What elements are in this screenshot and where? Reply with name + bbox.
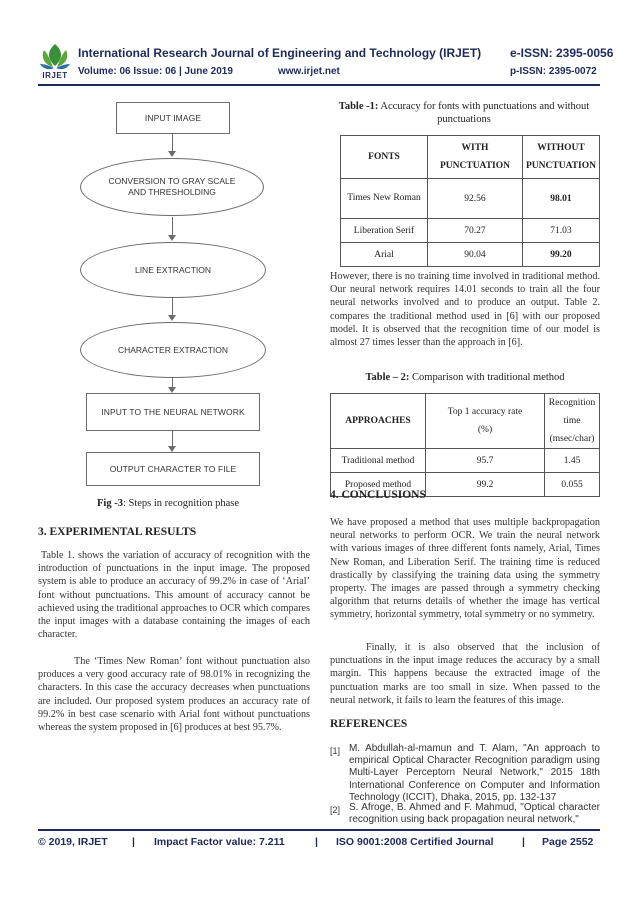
table-cell: 71.03: [522, 219, 599, 243]
table-cell: 1.45: [545, 449, 600, 473]
table-cell: Liberation Serif: [341, 219, 428, 243]
p-issn: p-ISSN: 2395-0072: [510, 66, 597, 77]
table-header-cell: WITH PUNCTUATION: [427, 136, 522, 179]
table-cell: 98.01: [522, 179, 599, 219]
section-4-para-1: We have proposed a method that uses multiple backpropagation neural networks to perform OCR. We train the neural network with various images of three different fonts namely, Arial, Times New Roman, and Liberation Serif. The training time is reduced drastically by classifying the training data using the symmetry property. The images are passed through a symmetry checking algorithm that returns details of whether the image has vertical symmetry, horizontal symmetry, total symmetry or no symmetry.: [330, 517, 600, 621]
e-issn: e-ISSN: 2395-0056: [510, 46, 614, 60]
flow-step-grayscale: CONVERSION TO GRAY SCALE AND THRESHOLDING: [80, 158, 264, 216]
flow-step-output: OUTPUT CHARACTER TO FILE: [86, 452, 260, 486]
footer-page-number: Page 2552: [542, 836, 594, 848]
footer-separator: |: [315, 836, 318, 848]
table-cell: 99.2: [426, 473, 545, 497]
flow-step-input-image: INPUT IMAGE: [116, 102, 230, 134]
flow-step-line-extraction: LINE EXTRACTION: [80, 242, 266, 298]
journal-logo: [38, 42, 72, 82]
flow-arrow-icon: [168, 235, 176, 241]
training-time-paragraph: However, there is no training time involved in traditional method. Our neural network requires 14.01 seconds to train all the four neural networks involved and to produce an output. Table 2. compares the traditional method used in [6] with our proposed model. It is observed that the recognition time of our model is almost 27 times lesser than the approach in [6].: [330, 271, 600, 349]
flow-step-character-extraction: CHARACTER EXTRACTION: [80, 322, 266, 378]
section-4-heading: 4. CONCLUSIONS: [330, 489, 426, 501]
reference-item: M. Abdullah-al-mamun and T. Alam, "An approach to empirical Optical Character Recognition paradigm using Multi-Layer Perceptorn Neural Network," 2015 18th International Conference on Computer and Information Technology (ICCIT), Dhaka, 2015, pp. 132-137: [349, 743, 600, 803]
footer-iso: ISO 9001:2008 Certified Journal: [336, 836, 494, 848]
table-cell: 0.055: [545, 473, 600, 497]
table-header-cell: WITHOUT PUNCTUATION: [522, 136, 599, 179]
table-1-caption-text: Accuracy for fonts with punctuations and without punctuations: [378, 101, 590, 125]
table-cell: 95.7: [426, 449, 545, 473]
table-cell: Proposed method: [331, 473, 426, 497]
table-header-cell: FONTS: [341, 136, 428, 179]
reference-number: [1]: [330, 746, 341, 756]
references-heading: REFERENCES: [330, 718, 408, 730]
table-header-row: [331, 394, 600, 449]
flow-connector: [172, 297, 173, 317]
table-header-cell: APPROACHES: [331, 394, 426, 449]
table-1-caption: [330, 100, 598, 126]
figure-caption-text: : Steps in recognition phase: [122, 498, 240, 509]
journal-title: International Research Journal of Engineering and Technology (IRJET): [78, 46, 482, 60]
flow-arrow-icon: [168, 151, 176, 157]
website: www.irjet.net: [278, 66, 340, 77]
table-row: [341, 243, 600, 267]
table-cell: 99.20: [522, 243, 599, 267]
table-header-cell: Recognition time (msec/char): [545, 394, 600, 449]
flow-connector: [172, 217, 173, 237]
table-1-label: Table -1:: [338, 101, 379, 112]
table-row: [341, 219, 600, 243]
table-2-label: Table – 2:: [365, 372, 410, 383]
flow-step-neural-network: INPUT TO THE NEURAL NETWORK: [86, 393, 260, 431]
flow-arrow-icon: [168, 315, 176, 321]
logo-text: IRJET: [42, 71, 68, 80]
footer-separator: |: [522, 836, 525, 848]
section-4-para-2: Finally, it is also observed that the inclusion of punctuations in the input image reduces the accuracy by a small margin. This happens because the extracted image of the punctuation marks are too small in size. When passed to the neural network, it fails to learn the features of this image.: [330, 642, 600, 706]
table-cell: Times New Roman: [341, 179, 428, 219]
figure-label: Fig -3: [97, 498, 123, 509]
footer-copyright: © 2019, IRJET: [38, 836, 108, 848]
table-cell: 70.27: [427, 219, 522, 243]
reference-number: [2]: [330, 805, 341, 815]
table-2-caption-text: Comparison with traditional method: [409, 372, 565, 383]
table-cell: Traditional method: [331, 449, 426, 473]
volume-issue: Volume: 06 Issue: 06 | June 2019: [78, 66, 233, 77]
table-row: [331, 449, 600, 473]
footer-rule: [38, 829, 600, 831]
header-rule: [38, 84, 600, 86]
table-row: [341, 179, 600, 219]
flowchart-figure: [76, 100, 276, 490]
table-1: [340, 135, 600, 267]
section-3-para-2: The ‘Times New Roman’ font without punctuation also produces a very good accuracy rate of 98.01% in recognizing the characters. In this case the accuracy decreases when punctuations are included. Our proposed system produces an accuracy rate of 99.2% in best case scenario with Arial font without punctuations whereas the system proposed in [6] produces at best 95.7%.: [38, 656, 310, 734]
section-3-heading: 3. EXPERIMENTAL RESULTS: [38, 526, 197, 538]
figure-caption: [97, 498, 239, 509]
table-2-caption: [330, 372, 600, 383]
table-cell: 90.04: [427, 243, 522, 267]
table-cell: Arial: [341, 243, 428, 267]
table-header-row: [341, 136, 600, 179]
table-2: [330, 393, 600, 497]
footer-separator: |: [132, 836, 135, 848]
flow-connector: [172, 133, 173, 153]
section-3-para-1: Table 1. shows the variation of accuracy of recognition with the introduction of punctuations in the input image. The proposed system is able to produce an accuracy of 99.2% in case of ‘Arial’ font without punctuations. This amount of accuracy cannot be achieved using the traditional approaches to OCR which compares the input images with a database containing the images of each character.: [38, 550, 310, 641]
footer-impact-factor: Impact Factor value: 7.211: [154, 836, 285, 848]
reference-item: S. Afroge, B. Ahmed and F. Mahmud, "Optical character recognition using back propagation neural network,": [349, 802, 600, 826]
table-header-cell: Top 1 accuracy rate (%): [426, 394, 545, 449]
table-cell: 92.56: [427, 179, 522, 219]
